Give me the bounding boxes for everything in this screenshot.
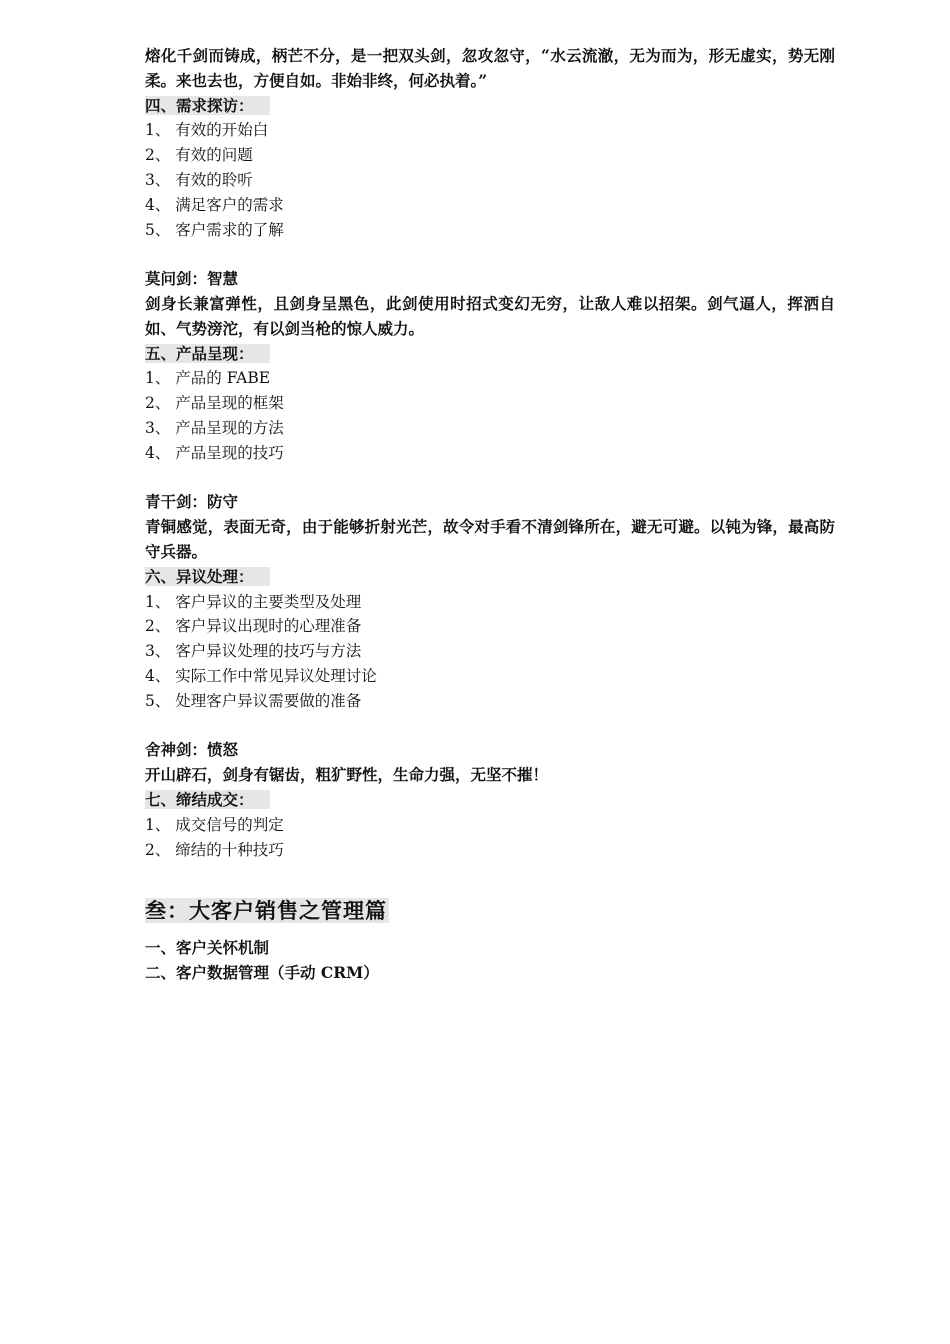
document-page (145, 44, 835, 986)
intro-paragraph: 熔化千剑而铸成，柄芒不分，是一把双头剑，忽攻忽守，“水云流澈，无为而为，形无虚实，势无刚柔。来也去也，方便自如。非始非终，何必执着。” (145, 46, 835, 90)
list-item: 3、 客户异议处理的技巧与方法 (145, 642, 362, 661)
sword-qinggan-title: 青干剑：防守 (145, 492, 239, 512)
list-item: 2、 客户异议出现时的心理准备 (145, 617, 362, 636)
list-item: 5、 处理客户异议需要做的准备 (145, 691, 362, 710)
sword-sheshen-desc: 开山辟石，剑身有锯齿，粗犷野性，生命力强，无坚不摧！ (145, 765, 549, 785)
list-item: 2、 有效的问题 (145, 146, 253, 165)
sword-qinggan-desc: 青铜感觉，表面无奇，由于能够折射光芒，故令对手看不清剑锋所在，避无可避。以钝为锋，最高防守兵器。 (145, 517, 835, 561)
list-item: 5、 客户需求的了解 (145, 220, 284, 239)
list-item: 1、 成交信号的判定 (145, 815, 284, 834)
sword-mowen-title: 莫问剑：智慧 (145, 269, 239, 289)
list-item: 一、客户关怀机制 (145, 938, 270, 958)
section4-list (145, 118, 835, 242)
section6-heading: 六、异议处理： (145, 565, 835, 590)
list-item: 1、 产品的 FABE (145, 369, 271, 388)
list-item: 二、客户数据管理（手动 CRM） (145, 963, 379, 983)
list-item: 3、 有效的聆听 (145, 170, 253, 189)
sword-mowen-desc: 剑身长兼富弹性，且剑身呈黑色，此剑使用时招式变幻无穷，让敌人难以招架。剑气逼人，挥洒自如、气势滂沱，有以剑当枪的惊人威力。 (145, 293, 835, 338)
list-item: 3、 产品呈现的方法 (145, 418, 284, 437)
section7-heading: 七、缔结成交： (145, 788, 835, 813)
list-item: 4、 满足客户的需求 (145, 195, 284, 214)
list-item: 4、 实际工作中常见异议处理讨论 (145, 666, 377, 685)
section6-list (145, 590, 835, 714)
list-item: 1、 有效的开始白 (145, 121, 269, 140)
list-item: 2、 产品呈现的框架 (145, 394, 284, 413)
list-item: 1、 客户异议的主要类型及处理 (145, 592, 362, 611)
chapter3-list (145, 936, 835, 986)
chapter3-title: 叁：大客户销售之管理篇 (145, 898, 387, 924)
section7-list (145, 813, 835, 863)
section4-heading: 四、需求探访： (145, 94, 835, 119)
sword-sheshen-title: 舍神剑：愤怒 (145, 740, 239, 760)
section5-heading: 五、产品呈现： (145, 342, 835, 367)
list-item: 2、 缔结的十种技巧 (145, 840, 284, 859)
section5-list (145, 366, 835, 465)
list-item: 4、 产品呈现的技巧 (145, 443, 284, 462)
